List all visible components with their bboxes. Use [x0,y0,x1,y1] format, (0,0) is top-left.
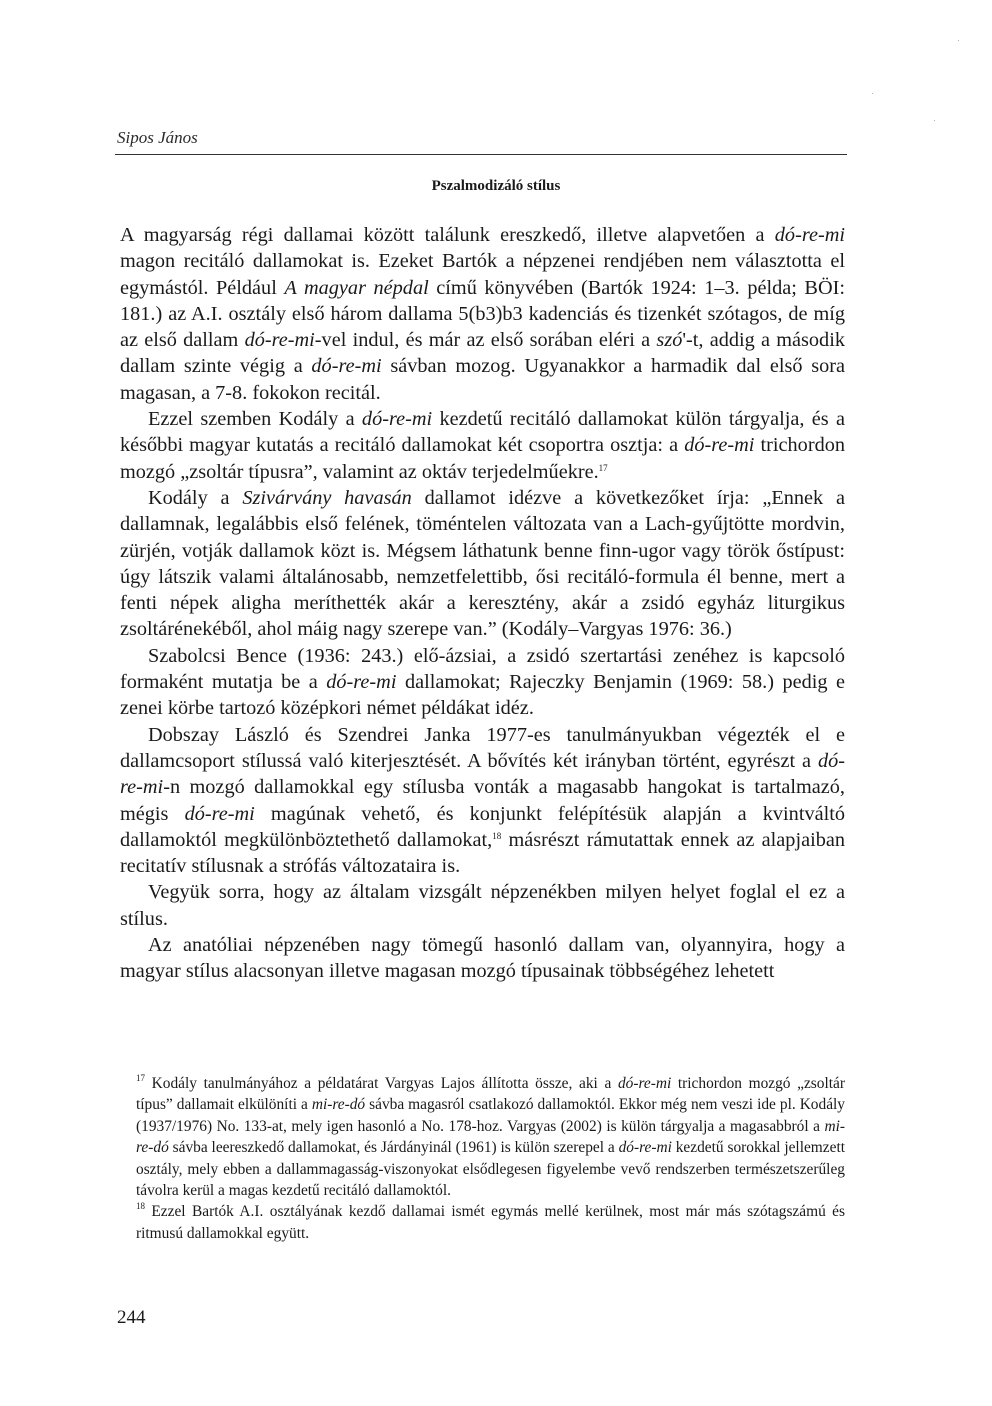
text-run: magon recitáló dallamokat is. Ezeket Bartók a népzenei rendjében nem választotta el egymástól. Például [120,250,845,299]
footnote-marker: 17 [136,1073,145,1083]
text-run: Szabolcsi Bence (1936: 243.) elő-ázsiai, a zsidó szertartási zenéhez is kapcsoló formaként mutatja be a [120,644,845,694]
running-head-author: Sipos János [117,128,198,147]
paragraph [120,406,845,485]
italic-run: dó-re-mi [120,749,845,799]
text-run: A magyarság régi dallamai között találunk ereszkedő, illetve alapvetően a [120,224,775,246]
paragraph [120,485,845,643]
italic-run: szó [656,329,683,352]
italic-run: A magyar népdal [284,276,429,299]
footnote-17 [120,1073,845,1201]
scan-speck [958,40,959,41]
italic-run: dó-re-mi [618,1139,672,1157]
italic-run: dó-re-mi [311,355,382,378]
text-run: dallamokat; Rajeczky Benjamin (1969: 58.) pedig e zenei körbe tartozó középkori német példákat idéz. [120,671,846,720]
text-run: című könyvében (Bartók 1924: 1–3. példa; BÖI: 181.) az A.I. osztály első három dallama 5(b3)b3 kadenciás és tizenkét szótagos, de míg az első dallam [120,276,845,352]
header-rule [115,154,847,155]
text-run: Ezzel szemben Kodály a [148,408,362,431]
page-number: 244 [117,1307,146,1328]
text-run: Dobszay László és Szendrei Janka 1977-es tanulmányukban végezték el e dallamcsoport stílussá való kiterjesztését. A bővítés két irányban történt, egyrészt a [120,723,845,772]
footnote-18 [120,1201,845,1244]
footnote-marker: 18 [492,830,502,841]
scan-speck [934,120,935,121]
text-run: -n mozgó dallamokkal egy stílusba vonták a magasabb hangokat is tartalmazó, mégis [120,776,845,825]
scan-speck [872,93,873,94]
text-run: '-t, addig a második dallam szinte végig a [120,329,845,378]
body-text [120,222,845,985]
text-run: másrészt rámutattak ennek az alapjaiban recitatív stílusnak a strófás változataira is. [120,828,845,878]
section-title: Pszalmodizáló stílus [431,178,561,194]
italic-run: dó-re-mi [326,671,397,694]
italic-run: dó-re-mi [774,224,845,246]
text-run: kezdetű sorokkal jellemzett osztály, mely ebben a dallammagasság-viszonyokat elsődlegesen figyelembe vevő rendszerben természetszerűleg távolra kerül a magas kezdetű recitáló dallamoktól. [136,1139,845,1200]
text-run: sávba magasról csatlakozó dallamoktól. Ekkor még nem veszi ide pl. Kodály (1937/1976) No. 133-at, mely igen hasonló a No. 178-hoz. Vargyas (2002) is külön tárgyalja a magasabbról a [136,1096,846,1135]
text-run: sávban mozog. Ugyanakkor a harmadik dal első sora magasan, a 7-8. fokokon recitál. [120,355,845,404]
paragraph [120,222,845,406]
paragraph [120,932,845,985]
text-run: -vel indul, és már az első sorában eléri a [314,329,657,352]
italic-run: dó-re-mi [244,329,315,352]
italic-run: dó-re-mi [184,802,255,825]
paragraph [120,643,845,722]
paragraph [120,722,845,880]
italic-run: dó-re-mi [361,408,433,431]
text-run: trichordon mozgó „zsoltár típus” dallamait elkülöníti a [136,1075,845,1114]
text-run: dallamot idézve a következőket írja: „Ennek a dallamnak, legalábbis első felének, töméntelen változata van a Lach-gyűjtötte mordvin, zürjén, votják dallamok közt is. Mégsem láthatunk benne finn-ugor vagy török őstípust: úgy látszik valami általánosabb, nemzetfelettibb, ősi recitáló-formula él benne, mert a fenti népek aligha meríthették akár a keresztény, akár a zsidó egyház liturgikus zsoltárénekéből, ahol máig nagy szerepe van.” (Kodály–Vargyas 1976: 36.) [120,486,845,641]
footnote-marker: 18 [136,1201,145,1212]
text-run: kezdetű recitáló dallamokat külön tárgyalja, és a későbbi magyar kutatás a recitáló dallamokat két csoportra osztja: a [120,408,845,457]
text-run: magúnak vehető, és konjunkt felépítésük alapján a kvintváltó dallamoktól megkülönböztethető dallamokat, [120,802,846,851]
text-run: sávba leereszkedő dallamokat, és Járdányinál (1961) is külön szerepel a [168,1139,619,1157]
text-run: Az anatóliai népzenében nagy tömegű hasonló dallam van, olyannyira, hogy a magyar stílus alacsonyan illetve magasan mozgó típusainak többségéhez lehetett [120,934,845,983]
text-run: Kodály a [148,486,243,509]
text-run: Vegyük sorra, hogy az általam vizsgált népzenékben milyen helyet foglal el ez a stílus. [120,881,845,930]
footnote-marker: 17 [598,462,608,473]
italic-run: mi-re-dó [136,1117,845,1157]
text-run: Ezzel Bartók A.I. osztályának kezdő dallamai ismét egymás mellé kerülnek, most már más szótagszámú és ritmusú dallamokkal együtt. [136,1203,845,1242]
text-run: Kodály tanulmányához a példatárat Vargyas Lajos állította össze, aki a [145,1075,618,1092]
text-run: trichordon mozgó „zsoltár típusra”, valamint az oktáv terjedelműekre. [120,434,845,483]
italic-run: dó-re-mi [617,1075,672,1092]
italic-run: dó-re-mi [684,434,755,457]
paragraph [120,879,845,932]
footnotes [120,1073,845,1244]
italic-run: mi-re-dó [311,1096,366,1114]
italic-run: Szivárvány havasán [242,486,412,509]
